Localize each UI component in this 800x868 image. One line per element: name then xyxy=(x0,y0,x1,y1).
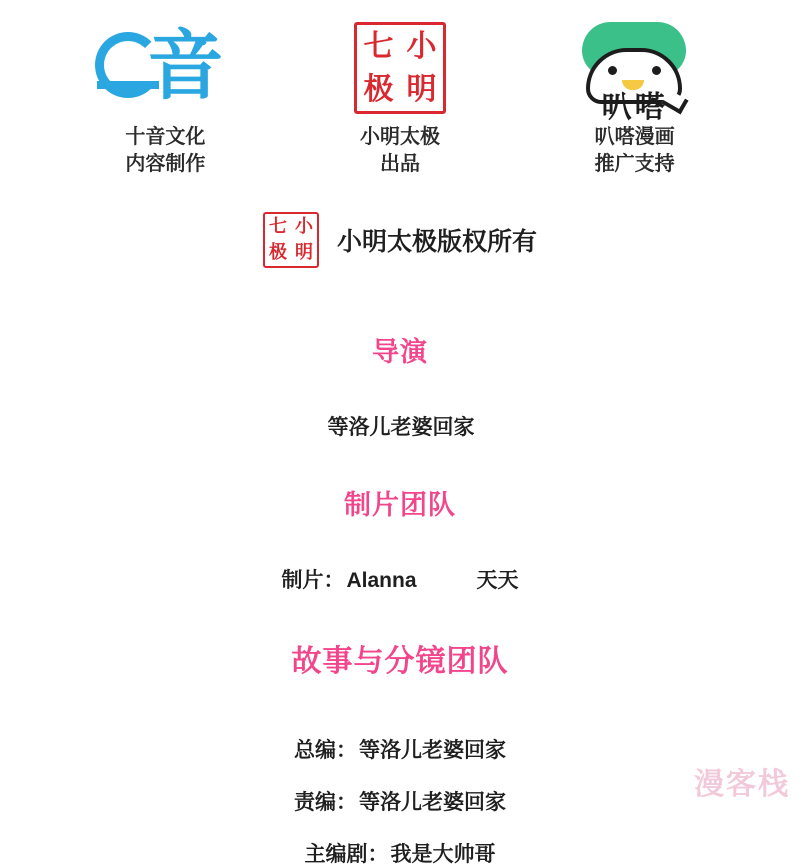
seal-char-3: 极 xyxy=(363,71,394,107)
credit-name-head-writer: 我是大帅哥 xyxy=(390,843,496,866)
logo-block-bada xyxy=(535,18,735,178)
bada-caption-line2: 推广支持 xyxy=(594,153,675,175)
bada-caption xyxy=(595,124,675,178)
seal-char-2: 小 xyxy=(406,28,437,64)
xiaoming-caption-line1: 小明太极 xyxy=(359,126,440,148)
logo-row xyxy=(0,0,800,178)
copyright-row xyxy=(0,212,800,268)
credit-role-head-writer: 主编剧： xyxy=(304,843,389,866)
copyright-seal-char-4: 明 xyxy=(294,242,313,263)
credit-heading-production: 制片团队 xyxy=(344,490,456,520)
shiyin-caption-line2: 内容制作 xyxy=(125,153,206,175)
bada-comic-logo-icon xyxy=(560,18,710,125)
shiyin-logo-icon xyxy=(95,18,235,118)
credit-heading-director: 导演 xyxy=(372,337,428,367)
copyright-text: 小明太极版权所有 xyxy=(336,228,537,256)
credit-line-production xyxy=(0,564,800,602)
credit-role-producer: 制片： xyxy=(281,569,345,592)
logo-block-xiaoming xyxy=(300,18,500,178)
watermark-text: 漫客栈 xyxy=(694,767,790,802)
credit-name-chief-editor: 等洛儿老婆回家 xyxy=(359,739,506,762)
credit-entry-responsible-editor xyxy=(0,786,800,816)
seal-char-4: 明 xyxy=(406,71,437,107)
credit-entry-producer xyxy=(281,564,416,594)
copyright-seal-char-1: 七 xyxy=(268,216,287,237)
credit-name-producer: Alanna xyxy=(346,569,417,592)
credit-heading-story: 故事与分镜团队 xyxy=(291,645,509,678)
bada-caption-line1: 叭嗒漫画 xyxy=(594,126,675,148)
credit-name-responsible-editor: 等洛儿老婆回家 xyxy=(359,791,506,814)
copyright-seal-icon xyxy=(263,212,319,268)
credit-entry-chief-editor xyxy=(0,734,800,764)
bada-eye-right xyxy=(652,66,661,75)
bada-eye-left xyxy=(608,66,617,75)
xiaoming-caption-line2: 出品 xyxy=(379,153,420,175)
xiaoming-taiji-seal-icon xyxy=(354,18,446,118)
credit-line-director xyxy=(0,411,800,441)
site-watermark xyxy=(694,759,790,803)
logo-block-shiyin xyxy=(65,18,265,178)
credit-name-director: 等洛儿老婆回家 xyxy=(327,416,475,439)
shiyin-caption-line1: 十音文化 xyxy=(125,126,206,148)
bada-wordmark: 叭嗒 xyxy=(601,90,668,125)
credits-section xyxy=(0,302,800,868)
credit-role-responsible-editor: 责编： xyxy=(294,791,357,814)
shiyin-yin-glyph: 音 xyxy=(147,21,224,110)
copyright-seal-char-3: 极 xyxy=(268,242,287,263)
credit-role-chief-editor: 总编： xyxy=(294,739,357,762)
xiaoming-caption xyxy=(360,124,440,178)
credit-entry-producer-2 xyxy=(477,564,519,594)
copyright-seal-char-2: 小 xyxy=(294,216,313,237)
credit-name-producer-2: 天天 xyxy=(476,569,519,592)
seal-char-1: 七 xyxy=(363,28,394,64)
shiyin-caption xyxy=(125,124,205,178)
credit-entry-head-writer xyxy=(0,838,800,868)
